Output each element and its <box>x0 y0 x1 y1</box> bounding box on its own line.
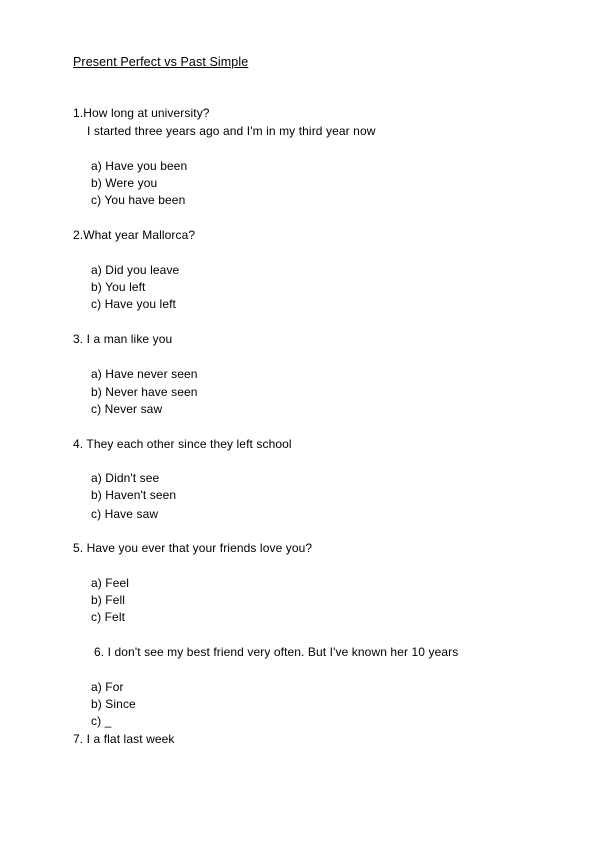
question-3-option-c: c) Never saw <box>91 402 163 416</box>
question-2-option-c: c) Have you left <box>91 297 176 311</box>
question-6-option-c: c) _ <box>91 714 112 728</box>
question-2-option-a: a) Did you leave <box>91 263 180 277</box>
question-4-option-c: c) Have saw <box>91 507 159 521</box>
question-4-option-b: b) Haven't seen <box>91 488 177 502</box>
question-1-context: I started three years ago and I'm in my third year now <box>87 124 376 138</box>
question-2-option-b: b) You left <box>91 280 146 294</box>
question-5-prompt: 5. Have you ever that your friends love you? <box>73 541 313 555</box>
question-3-option-b: b) Never have seen <box>91 385 198 399</box>
question-2-prompt: 2.What year Mallorca? <box>73 228 196 242</box>
question-5-option-c: c) Felt <box>91 610 126 624</box>
question-1-prompt: 1.How long at university? <box>73 106 210 120</box>
question-1-option-c: c) You have been <box>91 193 186 207</box>
question-6-option-a: a) For <box>91 680 124 694</box>
question-4-prompt: 4. They each other since they left school <box>73 437 292 451</box>
question-3-option-a: a) Have never seen <box>91 367 198 381</box>
question-6-prompt: 6. I don't see my best friend very often. But I've known her 10 years <box>94 645 459 659</box>
question-5-option-a: a) Feel <box>91 576 130 590</box>
question-1-option-b: b) Were you <box>91 176 158 190</box>
question-7-prompt: 7. I a flat last week <box>73 732 175 746</box>
question-4-option-a: a) Didn't see <box>91 471 160 485</box>
question-3-prompt: 3. I a man like you <box>73 332 173 346</box>
question-1-option-a: a) Have you been <box>91 159 188 173</box>
question-5-option-b: b) Fell <box>91 593 126 607</box>
question-6-option-b: b) Since <box>91 697 136 711</box>
worksheet-title: Present Perfect vs Past Simple <box>73 55 249 69</box>
